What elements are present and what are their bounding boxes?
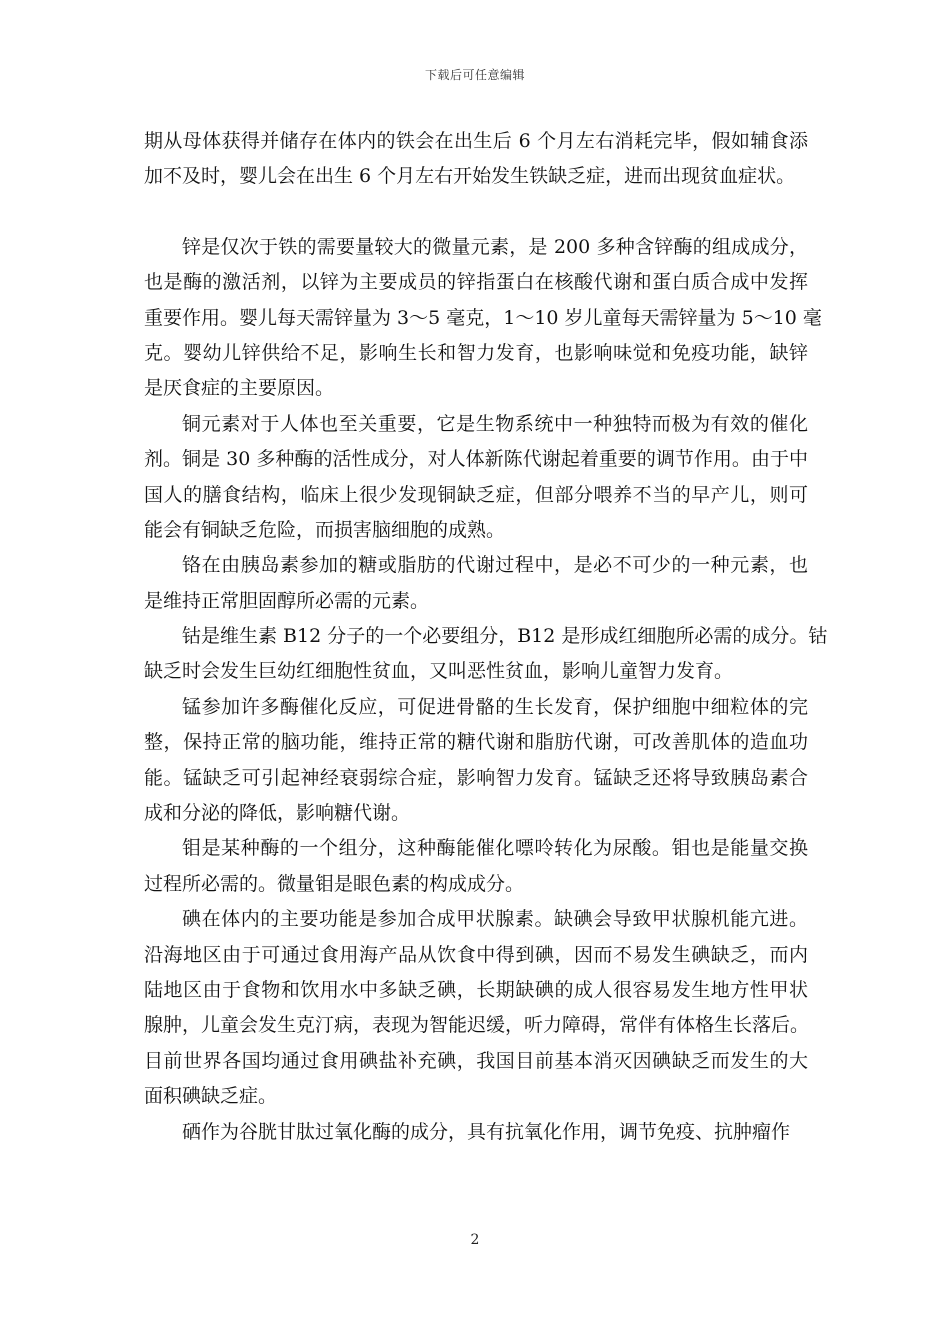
text-line: 重要作用。婴儿每天需锌量为 3～5 毫克，1～10 岁儿童每天需锌量为 5～10 毫	[144, 306, 822, 329]
text-line: 成和分泌的降低，影响糖代谢。	[144, 802, 411, 825]
text-line: 陆地区由于食物和饮用水中多缺乏碘，长期缺碘的成人很容易发生地方性甲状	[144, 978, 808, 1001]
text-line: 加不及时，婴儿会在出生 6 个月左右开始发生铁缺乏症，进而出现贫血症状。	[144, 165, 796, 188]
text-line: 缺乏时会发生巨幼红细胞性贫血，又叫恶性贫血，影响儿童智力发育。	[144, 660, 734, 683]
text-line: 克。婴幼儿锌供给不足，影响生长和智力发育，也影响味觉和免疫功能，缺锌	[144, 341, 808, 364]
paragraph-chromium	[144, 548, 808, 619]
text-line: 过程所必需的。微量钼是眼色素的构成成分。	[144, 872, 525, 895]
paragraph-manganese	[144, 690, 808, 832]
text-line: 期从母体获得并储存在体内的铁会在出生后 6 个月左右消耗完毕，假如辅食添	[144, 130, 808, 152]
text-line: 面积碘缺乏症。	[144, 1085, 278, 1108]
text-line: 锌是仅次于铁的需要量较大的微量元素，是 200 多种含锌酶的组成成分，	[182, 235, 808, 258]
text-line: 铜元素对于人体也至关重要，它是生物系统中一种独特而极为有效的催化	[182, 412, 808, 435]
text-line: 能会有铜缺乏危险，而损害脑细胞的成熟。	[144, 518, 506, 541]
text-line: 钴是维生素 B12 分子的一个必要组分，B12 是形成红细胞所必需的成分。钴	[182, 625, 828, 648]
page-header: 下载后可任意编辑	[424, 68, 525, 82]
paragraph-cobalt	[144, 619, 828, 690]
paragraph-molybdenum	[144, 831, 808, 902]
text-line: 锰参加许多酶催化反应，可促进骨骼的生长发育，保护细胞中细粒体的完	[182, 695, 808, 718]
text-line: 硒作为谷胱甘肽过氧化酶的成分，具有抗氧化作用，调节免疫、抗肿瘤作	[182, 1120, 791, 1143]
text-line: 碘在体内的主要功能是参加合成甲状腺素。缺碘会导致甲状腺机能亢进。	[182, 908, 808, 931]
text-line: 腺肿，儿童会发生克汀病，表现为智能迟缓，听力障碍，常伴有体格生长落后。	[144, 1014, 810, 1037]
paragraph-gap	[144, 195, 808, 230]
text-line: 沿海地区由于可通过食用海产品从饮食中得到碘，因而不易发生碘缺乏，而内	[144, 943, 808, 966]
document-body	[144, 124, 828, 1150]
text-line: 剂。铜是 30 多种酶的活性成分，对人体新陈代谢起着重要的调节作用。由于中	[144, 448, 808, 471]
text-line: 目前世界各国均通过食用碘盐补充碘，我国目前基本消灭因碘缺乏而发生的大	[144, 1049, 808, 1072]
text-line: 是维持正常胆固醇所必需的元素。	[144, 589, 430, 612]
paragraph-zinc	[144, 230, 822, 407]
paragraph-copper	[144, 407, 808, 549]
paragraph-selenium	[144, 1115, 808, 1150]
paragraph-iron-continuation	[144, 124, 808, 195]
text-line: 是厌食症的主要原因。	[144, 377, 335, 400]
text-line: 整，保持正常的脑功能，维持正常的糖代谢和脂肪代谢，可改善肌体的造血功	[144, 731, 808, 754]
paragraph-iodine	[144, 902, 808, 1114]
text-line: 钼是某种酶的一个组分，这种酶能催化嘌呤转化为尿酸。钼也是能量交换	[182, 837, 808, 860]
text-line: 能。锰缺乏可引起神经衰弱综合症，影响智力发育。锰缺乏还将导致胰岛素合	[144, 766, 808, 789]
text-line: 铬在由胰岛素参加的糖或脂肪的代谢过程中，是必不可少的一种元素，也	[182, 554, 808, 577]
text-line: 国人的膳食结构，临床上很少发现铜缺乏症，但部分喂养不当的早产儿，则可	[144, 483, 808, 506]
text-line: 也是酶的激活剂，以锌为主要成员的锌指蛋白在核酸代谢和蛋白质合成中发挥	[144, 271, 808, 294]
page-number: 2	[470, 1232, 480, 1248]
